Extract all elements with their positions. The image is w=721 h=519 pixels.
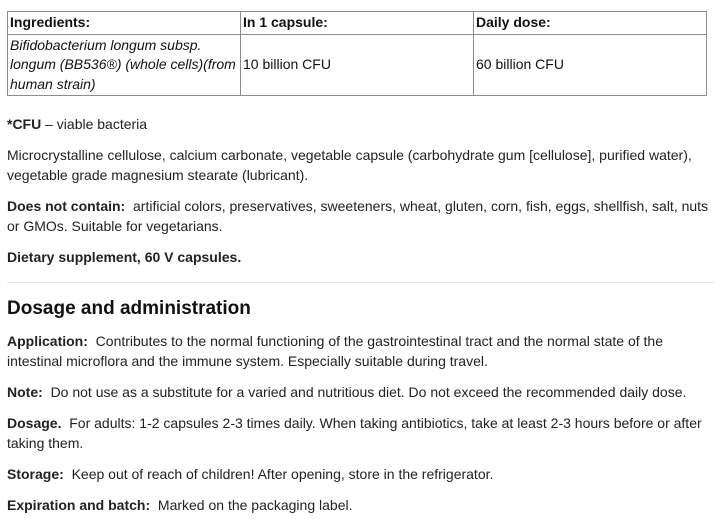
excipients-text: Microcrystalline cellulose, calcium carbonate, vegetable capsule (carbohydrate gum [cellulose], purified water), vegetable grade magnesium stearate (lubricant).: [7, 147, 692, 183]
note-text: Do not use as a substitute for a varied and nutritious diet. Do not exceed the recommended daily dose.: [50, 384, 687, 400]
note-paragraph: [7, 382, 714, 402]
ingredients-table: [7, 11, 707, 96]
supplement-line: Dietary supplement, 60 V capsules.: [7, 249, 242, 265]
table-header-row: [8, 12, 707, 35]
header-per-capsule: In 1 capsule:: [241, 12, 474, 35]
storage-text: Keep out of reach of children! After opening, store in the refrigerator.: [71, 466, 494, 482]
expiry-label: Expiration and batch:: [7, 497, 151, 513]
expiry-text: Marked on the packaging label.: [157, 497, 353, 513]
cfu-footnote: [7, 114, 714, 134]
cfu-text: – viable bacteria: [41, 116, 148, 132]
header-ingredients: Ingredients:: [8, 12, 241, 35]
dosage-text: For adults: 1-2 capsules 2-3 times daily. When taking antibiotics, take at least 2-3 hours before or after taking them.: [7, 415, 702, 451]
does-not-contain-label: Does not contain:: [7, 198, 126, 214]
does-not-contain-text: artificial colors, preservatives, sweeteners, wheat, gluten, corn, fish, eggs, shellfish, salt, nuts or GMOs. Suitable for vegetarians.: [7, 198, 709, 234]
cell-daily-dose: 60 billion CFU: [474, 34, 707, 96]
application-label: Application:: [7, 333, 88, 349]
application-text: Contributes to the normal functioning of the gastrointestinal tract and the normal state of the intestinal microflora and the immune system. Especially suitable during travel.: [7, 333, 663, 369]
cell-ingredient: Bifidobacterium longum subsp. longum (BB536®) (whole cells)(from human strain): [8, 34, 241, 96]
storage-paragraph: [7, 464, 714, 484]
dosage-label: Dosage.: [7, 415, 62, 431]
cfu-label: *CFU: [7, 116, 42, 132]
table-row: [8, 34, 707, 96]
expiry-paragraph: [7, 495, 714, 515]
note-label: Note:: [7, 384, 43, 400]
storage-label: Storage:: [7, 466, 64, 482]
dosage-paragraph: [7, 413, 714, 453]
cell-per-capsule: 10 billion CFU: [241, 34, 474, 96]
section-divider: [7, 282, 714, 283]
header-daily-dose: Daily dose:: [474, 12, 707, 35]
section-title: Dosage and administration: [7, 298, 251, 319]
application-paragraph: [7, 331, 714, 371]
does-not-contain: [7, 196, 714, 236]
